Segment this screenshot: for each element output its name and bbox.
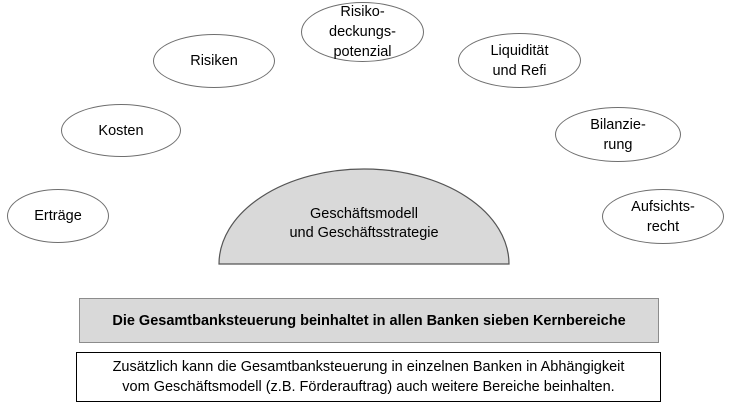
node-kosten-label: Kosten bbox=[98, 122, 144, 139]
node-risikodeckungspotenzial bbox=[301, 2, 424, 62]
node-bilanzierung bbox=[555, 107, 681, 162]
core-areas-headline-text: Die Gesamtbanksteuerung beinhaltet in allen Banken sieben Kernbereiche bbox=[112, 312, 626, 329]
business-model-label: Geschäftsmodell und Geschäftsstrategie bbox=[289, 206, 439, 241]
node-risiken bbox=[153, 34, 275, 88]
node-risikodeckungspotenzial-label: Risiko- deckungs- potenzial bbox=[329, 4, 396, 60]
additional-areas-note bbox=[76, 352, 661, 402]
additional-areas-note-text: Zusätzlich kann die Gesamtbanksteuerung in einzelnen Banken in Abhängigkeit vom Geschäftsmodell (z.B. Förderauftrag) auch weitere Bereiche beinhalten. bbox=[112, 359, 625, 395]
node-ertraege-label: Erträge bbox=[34, 208, 82, 224]
node-liquiditaet-label: Liquidität und Refi bbox=[490, 42, 549, 79]
node-risiken-label: Risiken bbox=[190, 53, 238, 69]
node-liquiditaet bbox=[458, 33, 581, 88]
core-areas-headline bbox=[79, 298, 659, 343]
node-bilanzierung-label: Bilanzie- rung bbox=[590, 116, 646, 153]
node-aufsichtsrecht-label: Aufsichts- recht bbox=[631, 198, 695, 235]
node-kosten bbox=[61, 104, 181, 157]
node-ertraege bbox=[7, 189, 109, 243]
node-aufsichtsrecht bbox=[602, 189, 724, 244]
